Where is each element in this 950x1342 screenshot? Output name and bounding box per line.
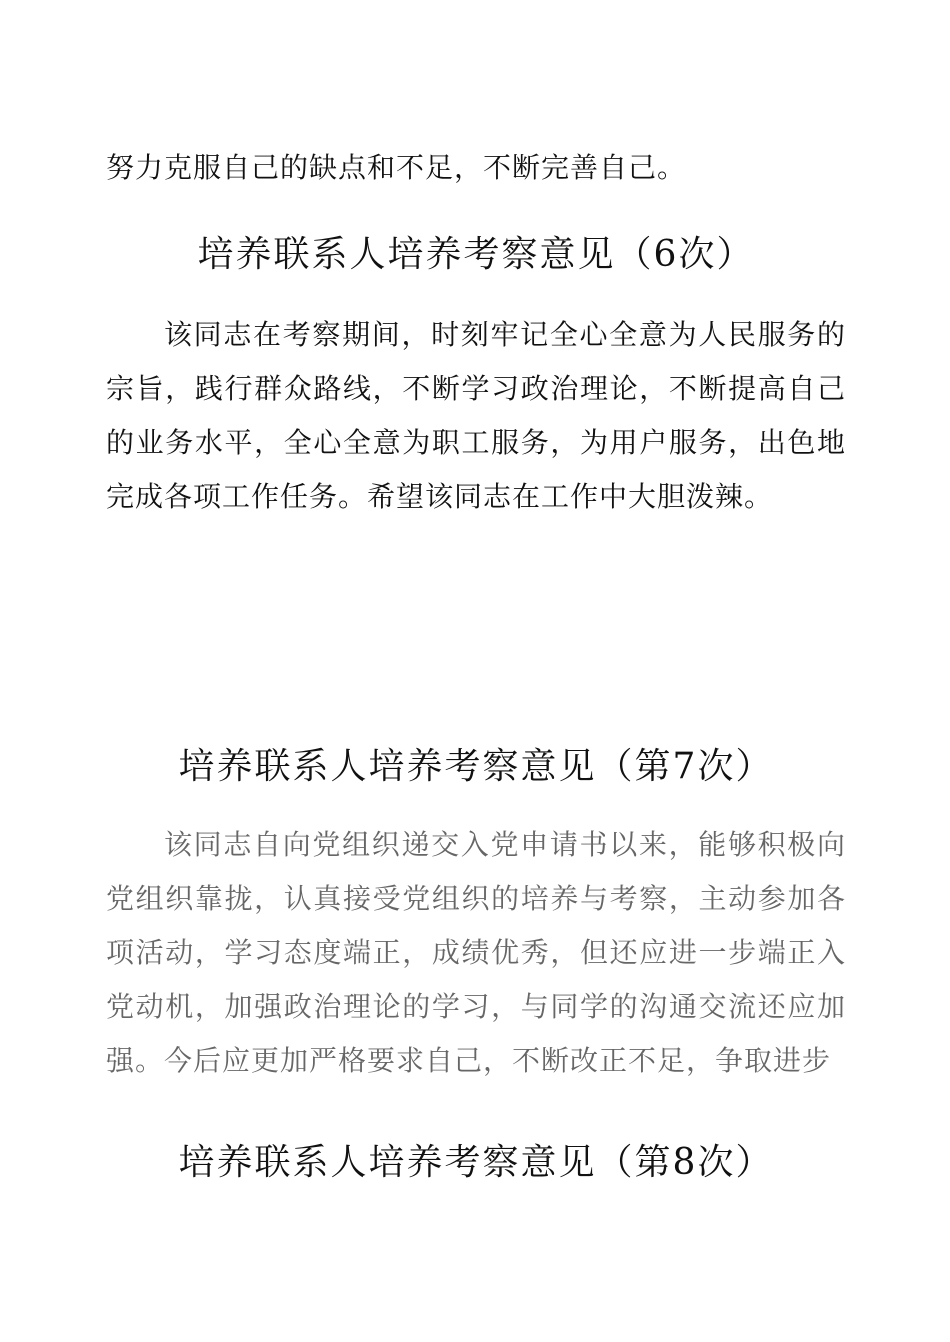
continuation-paragraph: 努力克服自己的缺点和不足，不断完善自己。 xyxy=(106,151,687,184)
section-heading-6: 培养联系人培养考察意见（6次） xyxy=(197,234,755,275)
section-body-7: 该同志自向党组织递交入党申请书以来，能够积极向党组织靠拢，认真接受党组织的培养与考察，主动参加各项活动，学习态度端正，成绩优秀，但还应进一步端正入党动机，加强政治理论的学习，与同学的沟通交流还应加强。今后应更加严格要求自己，不断改正不足，争取进步 xyxy=(106,828,846,1077)
section-body-6: 该同志在考察期间，时刻牢记全心全意为人民服务的宗旨，践行群众路线，不断学习政治理论，不断提高自己的业务水平，全心全意为职工服务，为用户服务，出色地完成各项工作任务。希望该同志在工作中大胆泼辣。 xyxy=(106,318,846,513)
section-heading-7: 培养联系人培养考察意见（第7次） xyxy=(178,746,774,787)
section-heading-8: 培养联系人培养考察意见（第8次） xyxy=(178,1142,774,1183)
